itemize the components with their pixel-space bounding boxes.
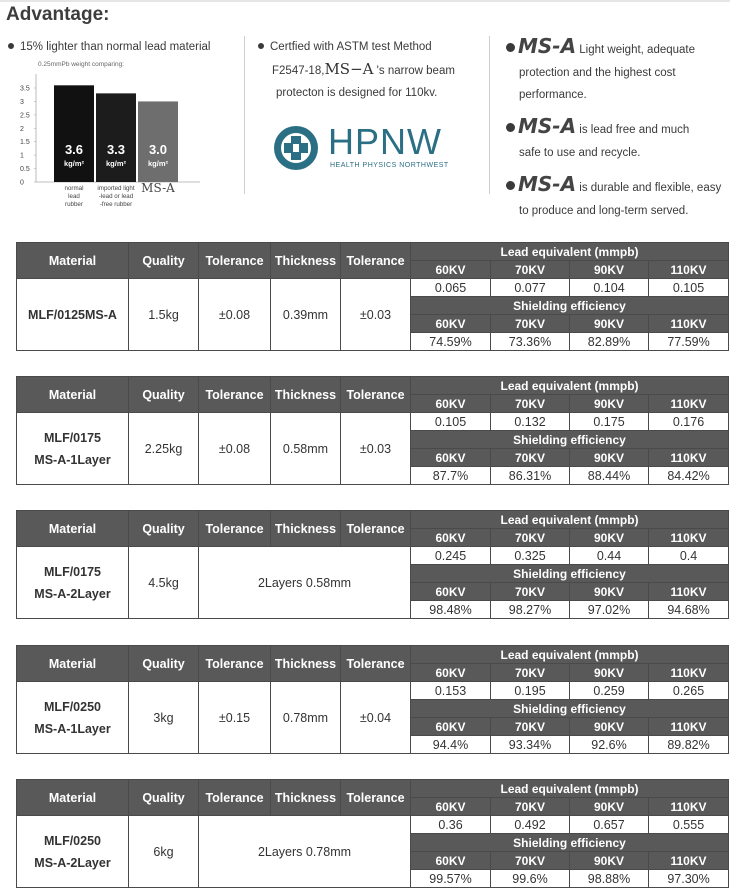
table-row	[17, 682, 729, 700]
header-tolerance: Tolerance	[341, 511, 411, 547]
col2-msa: MS−A	[324, 60, 374, 78]
spec-table	[16, 779, 729, 888]
header-kv: 60KV	[411, 529, 491, 547]
header-thickness: Thickness	[271, 377, 341, 413]
header-lead-equivalent: Lead equivalent (mmpb)	[411, 780, 729, 798]
msa-advantage-item	[506, 172, 730, 222]
shielding-efficiency-value: 82.89%	[570, 333, 649, 351]
table-row	[17, 279, 729, 297]
header-shielding-efficiency: Shielding efficiency	[411, 297, 729, 315]
lead-equivalent-value: 0.065	[411, 279, 491, 297]
tolerance-value: ±0.08	[199, 279, 271, 351]
header-kv: 110KV	[649, 395, 729, 413]
chart-bar-value: 3.6	[64, 142, 84, 157]
header-tolerance: Tolerance	[199, 243, 271, 279]
header-kv: 60KV	[411, 261, 491, 279]
shielding-efficiency-value: 93.34%	[491, 736, 570, 754]
quality-value: 2.25kg	[129, 413, 199, 485]
lead-equivalent-value: 0.176	[649, 413, 729, 431]
lead-equivalent-value: 0.265	[649, 682, 729, 700]
col2-line2c: 's narrow beam	[373, 65, 455, 77]
material-name: MLF/0250 MS-A-1Layer	[17, 682, 129, 754]
shielding-efficiency-value: 89.82%	[649, 736, 729, 754]
msa-logo: MS-A	[518, 34, 577, 58]
header-kv: 60KV	[411, 315, 491, 333]
msa-advantage-text: to produce and long-term served.	[519, 205, 689, 217]
quality-value: 1.5kg	[129, 279, 199, 351]
shielding-efficiency-value: 73.36%	[491, 333, 570, 351]
header-lead-equivalent: Lead equivalent (mmpb)	[411, 511, 729, 529]
header-kv: 70KV	[491, 852, 570, 870]
header-material: Material	[17, 243, 129, 279]
lead-equivalent-value: 0.105	[411, 413, 491, 431]
chart-category-label: imported light	[97, 185, 135, 192]
table-row	[17, 377, 729, 395]
msa-advantage-item	[506, 114, 730, 164]
header-shielding-efficiency: Shielding efficiency	[411, 431, 729, 449]
hpnw-logo	[272, 121, 472, 174]
lead-equivalent-value: 0.492	[491, 816, 570, 834]
header-kv: 70KV	[491, 449, 570, 467]
hpnw-logo-subtext: HEALTH PHYSICS NORTHWEST	[330, 162, 449, 169]
advantage-col-2	[258, 36, 455, 104]
header-tolerance: Tolerance	[199, 646, 271, 682]
msa-logo: MS-A	[518, 114, 577, 138]
header-tolerance: Tolerance	[199, 377, 271, 413]
msa-advantage-text: is lead free and much	[576, 124, 690, 136]
table-row	[17, 780, 729, 798]
header-kv: 70KV	[491, 529, 570, 547]
header-tolerance: Tolerance	[341, 243, 411, 279]
header-shielding-efficiency: Shielding efficiency	[411, 834, 729, 852]
header-kv: 90KV	[570, 718, 649, 736]
chart-ytick-label: 2.5	[20, 112, 30, 120]
msa-advantage-text: performance.	[519, 89, 587, 101]
bullet-icon	[258, 43, 264, 49]
shielding-efficiency-value: 98.27%	[491, 601, 570, 619]
shielding-efficiency-value: 87.7%	[411, 467, 491, 485]
material-name: MLF/0175 MS-A-2Layer	[17, 547, 129, 619]
lead-equivalent-value: 0.555	[649, 816, 729, 834]
hpnw-emblem-icon	[272, 124, 320, 172]
col1-bullet-text: 15% lighter than normal lead material	[20, 41, 211, 53]
lead-equivalent-value: 0.36	[411, 816, 491, 834]
lead-equivalent-value: 0.105	[649, 279, 729, 297]
lead-equivalent-value: 0.245	[411, 547, 491, 565]
advantage-col-3	[506, 34, 730, 230]
chart-bar-value: 3.0	[148, 142, 168, 157]
shielding-efficiency-value: 99.57%	[411, 870, 491, 888]
chart-ytick-label: 1.5	[20, 139, 30, 147]
chart-ytick-label: 0	[20, 179, 24, 187]
chart-ytick-label: 2	[20, 125, 24, 133]
tolerance-value: ±0.15	[199, 682, 271, 754]
col2-line1: Certfied with ASTM test Method	[270, 41, 432, 53]
quality-value: 3kg	[129, 682, 199, 754]
quality-value: 4.5kg	[129, 547, 199, 619]
header-quality: Quality	[129, 511, 199, 547]
header-kv: 110KV	[649, 718, 729, 736]
msa-advantage-text: is durable and flexible, easy	[576, 182, 722, 194]
shielding-efficiency-value: 92.6%	[570, 736, 649, 754]
header-tolerance: Tolerance	[199, 780, 271, 816]
header-kv: 110KV	[649, 583, 729, 601]
shielding-efficiency-value: 97.30%	[649, 870, 729, 888]
header-thickness: Thickness	[271, 243, 341, 279]
lead-equivalent-value: 0.44	[570, 547, 649, 565]
header-kv: 60KV	[411, 395, 491, 413]
header-kv: 110KV	[649, 261, 729, 279]
header-kv: 110KV	[649, 798, 729, 816]
lead-equivalent-value: 0.657	[570, 816, 649, 834]
chart-category-label: -free rubber	[99, 201, 133, 208]
layers-thickness-value: 2Layers 0.78mm	[199, 816, 411, 888]
chart-bar	[96, 93, 136, 182]
shielding-efficiency-value: 74.59%	[411, 333, 491, 351]
spec-table	[16, 645, 729, 754]
spec-table	[16, 376, 729, 485]
bullet-icon	[506, 43, 515, 52]
header-kv: 110KV	[649, 449, 729, 467]
lead-equivalent-value: 0.175	[570, 413, 649, 431]
shielding-efficiency-value: 94.68%	[649, 601, 729, 619]
tolerance-value: ±0.08	[199, 413, 271, 485]
header-kv: 60KV	[411, 852, 491, 870]
bullet-icon	[506, 181, 515, 190]
header-quality: Quality	[129, 243, 199, 279]
spec-table	[16, 510, 729, 619]
thickness-value: 0.58mm	[271, 413, 341, 485]
header-material: Material	[17, 646, 129, 682]
lead-equivalent-value: 0.259	[570, 682, 649, 700]
weight-comparison-chart	[20, 60, 220, 220]
header-kv: 70KV	[491, 315, 570, 333]
thickness-value: 0.39mm	[271, 279, 341, 351]
chart-title: 0.25mmPb weight comparing:	[38, 61, 124, 68]
chart-bar-unit: kg/m²	[105, 159, 127, 168]
hpnw-logo-text: HPNW	[328, 121, 442, 162]
header-kv: 70KV	[491, 583, 570, 601]
header-kv: 90KV	[570, 664, 649, 682]
tolerance-value: ±0.03	[341, 279, 411, 351]
shielding-efficiency-value: 97.02%	[570, 601, 649, 619]
lead-equivalent-value: 0.077	[491, 279, 570, 297]
chart-ytick-label: 1	[20, 152, 24, 160]
table-row	[17, 816, 729, 834]
header-kv: 110KV	[649, 664, 729, 682]
shielding-efficiency-value: 88.44%	[570, 467, 649, 485]
shielding-efficiency-value: 98.48%	[411, 601, 491, 619]
shielding-efficiency-value: 84.42%	[649, 467, 729, 485]
table-row	[17, 646, 729, 664]
shielding-efficiency-value: 94.4%	[411, 736, 491, 754]
table-row	[17, 511, 729, 529]
lead-equivalent-value: 0.104	[570, 279, 649, 297]
layers-thickness-value: 2Layers 0.58mm	[199, 547, 411, 619]
page-title: Advantage:	[6, 4, 110, 25]
chart-ytick-label: 3.5	[20, 85, 30, 93]
column-separator	[489, 36, 490, 194]
top-divider	[0, 0, 730, 2]
msa-advantage-text: Light weight, adequate	[576, 44, 696, 56]
header-kv: 70KV	[491, 718, 570, 736]
header-kv: 110KV	[649, 315, 729, 333]
header-kv: 90KV	[570, 798, 649, 816]
shielding-efficiency-value: 77.59%	[649, 333, 729, 351]
header-kv: 70KV	[491, 261, 570, 279]
tolerance-value: ±0.04	[341, 682, 411, 754]
bullet-icon	[8, 43, 14, 49]
header-kv: 60KV	[411, 664, 491, 682]
header-kv: 90KV	[570, 852, 649, 870]
header-kv: 90KV	[570, 395, 649, 413]
thickness-value: 0.78mm	[271, 682, 341, 754]
header-thickness: Thickness	[271, 780, 341, 816]
shielding-efficiency-value: 86.31%	[491, 467, 570, 485]
shielding-efficiency-value: 98.88%	[570, 870, 649, 888]
header-shielding-efficiency: Shielding efficiency	[411, 565, 729, 583]
chart-category-label: -lead or lead	[98, 193, 134, 200]
header-quality: Quality	[129, 377, 199, 413]
chart-category-label: MS-A	[141, 181, 175, 195]
header-material: Material	[17, 511, 129, 547]
msa-logo: MS-A	[518, 172, 577, 196]
header-kv: 70KV	[491, 798, 570, 816]
header-kv: 70KV	[491, 664, 570, 682]
header-kv: 90KV	[570, 529, 649, 547]
header-tolerance: Tolerance	[341, 646, 411, 682]
header-kv: 60KV	[411, 718, 491, 736]
table-row	[17, 413, 729, 431]
lead-equivalent-value: 0.195	[491, 682, 570, 700]
shielding-efficiency-value: 99.6%	[491, 870, 570, 888]
bullet-icon	[506, 123, 515, 132]
header-tolerance: Tolerance	[341, 377, 411, 413]
header-kv: 110KV	[649, 529, 729, 547]
chart-category-label: rubber	[65, 201, 83, 208]
header-tolerance: Tolerance	[199, 511, 271, 547]
header-quality: Quality	[129, 780, 199, 816]
material-name: MLF/0175 MS-A-1Layer	[17, 413, 129, 485]
lead-equivalent-value: 0.4	[649, 547, 729, 565]
tolerance-value: ±0.03	[341, 413, 411, 485]
column-separator	[244, 36, 245, 194]
col2-line2a: F2547-18,	[272, 65, 325, 77]
header-tolerance: Tolerance	[341, 780, 411, 816]
material-name: MLF/0250 MS-A-2Layer	[17, 816, 129, 888]
spec-table	[16, 242, 729, 351]
table-row	[17, 547, 729, 565]
chart-ytick-label: 0.5	[20, 166, 30, 174]
chart-category-label: normal	[64, 185, 84, 192]
msa-advantage-text: safe to use and recycle.	[519, 147, 641, 159]
header-kv: 60KV	[411, 583, 491, 601]
header-lead-equivalent: Lead equivalent (mmpb)	[411, 243, 729, 261]
header-lead-equivalent: Lead equivalent (mmpb)	[411, 377, 729, 395]
header-kv: 110KV	[649, 852, 729, 870]
header-kv: 90KV	[570, 261, 649, 279]
header-material: Material	[17, 780, 129, 816]
lead-equivalent-value: 0.132	[491, 413, 570, 431]
chart-bar-unit: kg/m²	[63, 159, 85, 168]
header-lead-equivalent: Lead equivalent (mmpb)	[411, 646, 729, 664]
header-shielding-efficiency: Shielding efficiency	[411, 700, 729, 718]
header-quality: Quality	[129, 646, 199, 682]
col2-line3: protecton is designed for 110kv.	[276, 87, 438, 99]
msa-advantage-text: protection and the highest cost	[519, 67, 676, 79]
header-kv: 60KV	[411, 798, 491, 816]
header-kv: 60KV	[411, 449, 491, 467]
chart-bar-value: 3.3	[106, 142, 126, 157]
header-kv: 90KV	[570, 315, 649, 333]
quality-value: 6kg	[129, 816, 199, 888]
chart-ytick-label: 3	[20, 98, 24, 106]
header-material: Material	[17, 377, 129, 413]
header-kv: 70KV	[491, 395, 570, 413]
chart-category-label: lead	[68, 193, 80, 200]
lead-equivalent-value: 0.153	[411, 682, 491, 700]
chart-bar-unit: kg/m²	[147, 159, 169, 168]
lead-equivalent-value: 0.325	[491, 547, 570, 565]
msa-advantage-item	[506, 34, 730, 106]
header-kv: 90KV	[570, 583, 649, 601]
table-row	[17, 243, 729, 261]
advantage-col-1	[8, 36, 211, 58]
header-kv: 90KV	[570, 449, 649, 467]
header-thickness: Thickness	[271, 511, 341, 547]
header-thickness: Thickness	[271, 646, 341, 682]
material-name: MLF/0125MS-A	[17, 279, 129, 351]
